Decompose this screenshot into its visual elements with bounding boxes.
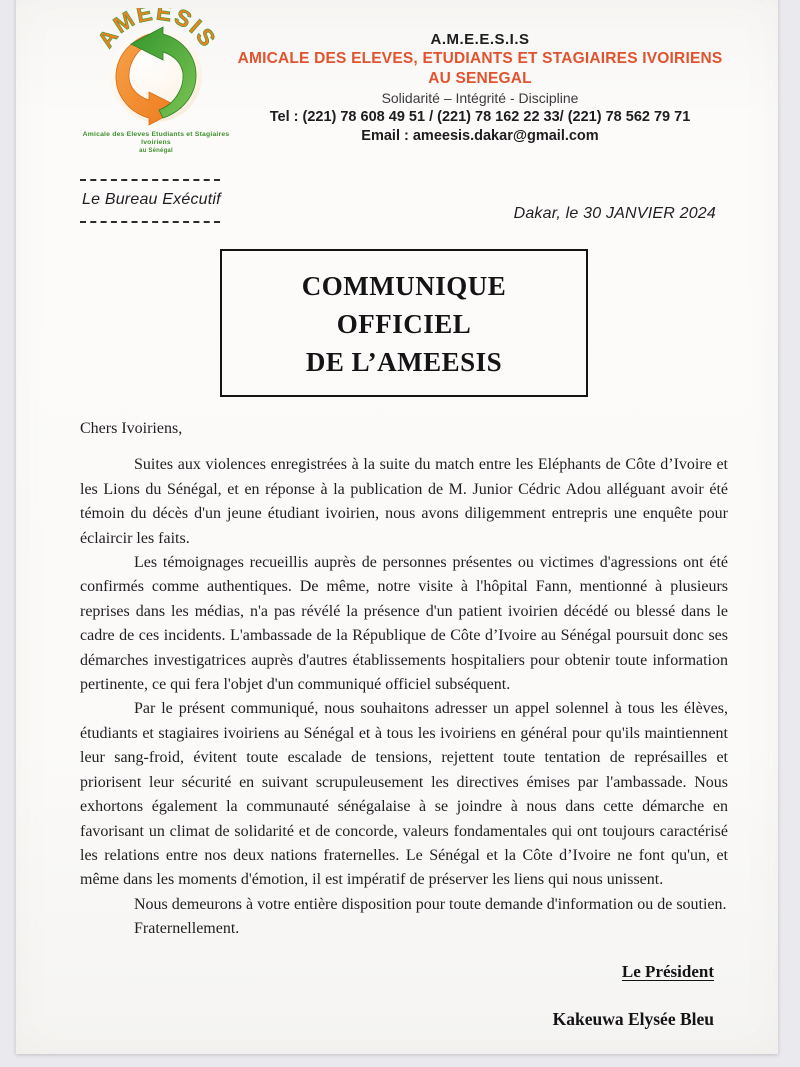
letter-body xyxy=(80,417,728,942)
letterhead-text xyxy=(232,30,728,146)
closing: Fraternellement. xyxy=(134,920,240,938)
org-email: Email : ameesis.dakar@gmail.com xyxy=(361,128,599,144)
meta-row xyxy=(80,179,728,223)
paragraph-1: Suites aux violences enregistrées à la suite du match entre les Eléphants de Côte d’Ivoire et les Lions du Sénégal, et en réponse à la publication de M. Junior Cédric Adou alléguant avoir été témoin du décès d'un jeune étudiant ivoirien, nous avons diligemment entrepris une enquête pour éclaircir les faits. xyxy=(80,456,728,547)
org-name: AMICALE DES ELEVES, ETUDIANTS ET STAGIAIRES IVOIRIENS AU SENEGAL xyxy=(237,50,723,87)
title-line-3: DE L’AMEESIS xyxy=(305,347,503,377)
dashed-divider-bottom xyxy=(80,221,220,223)
title-line-1: COMMUNIQUE xyxy=(301,271,507,301)
letterhead xyxy=(80,8,728,155)
org-acronym: A.M.E.E.S.I.S xyxy=(430,31,530,48)
logo-caption-line1: Amicale des Eleves Etudiants et Stagiaires Ivoiriens xyxy=(82,131,230,146)
paragraph-2: Les témoignages recueillis auprès de personnes présentes ou victimes d'agressions ont été confirmés comme authentiques. De même, notre visite à l'hôpital Fann, mentionné à plusieurs reprises dans les médias, n'a pas révélé la présence d'un patient ivoirien décédé ou blessé dans le cadre de ces incidents. L'ambassade de la République de Côte d’Ivoire au Sénégal poursuit donc ses démarches investigatrices auprès d'autres établissements hospitaliers pour obtenir toute information pertinente, ce qui fera l'objet d'un communiqué officiel subséquent. xyxy=(80,554,728,694)
paragraph-3: Par le présent communiqué, nous souhaitons adresser un appel solennel à tous les élèves, étudiants et stagiaires ivoiriens au Sénégal et à tous les ivoiriens en général pour qu'ils maintiennent leur sang-froid, évitent toute escalade de tensions, rejettent toute tentation de représailles et priorisent leur sécurité en suivant scrupuleusement les directives émises par l'ambassade. Nous exhortons également la communauté sénégalaise à se joindre à nous dans cette démarche en favorisant un climat de solidarité et de concorde, valeurs fondamentales qui ont toujours caractérisé les relations entre nos deux nations fraternelles. Le Sénégal et la Côte d’Ivoire ne font qu'un, et même dans les moments d'émotion, il est impératif de préserver les liens qui nous unissent. xyxy=(80,700,728,889)
org-motto: Solidarité – Intégrité - Discipline xyxy=(381,90,579,106)
sender-name: Le Bureau Exécutif xyxy=(82,191,221,208)
salutation: Chers Ivoiriens, xyxy=(80,420,183,437)
org-phone: Tel : (221) 78 608 49 51 / (221) 78 162 22 33/ (221) 78 562 79 71 xyxy=(269,109,691,125)
logo-arc-text: AMEESIS xyxy=(92,8,222,53)
signature-name: Kakeuwa Elysée Bleu xyxy=(552,1008,714,1029)
logo-caption-line2: au Sénégal xyxy=(139,148,173,154)
sender-block xyxy=(80,179,270,223)
org-logo xyxy=(80,8,232,155)
ameesis-logo-icon xyxy=(87,8,225,128)
letter-page xyxy=(16,0,778,1054)
communique-title-box xyxy=(220,249,588,397)
logo-caption xyxy=(80,131,232,155)
dateline: Dakar, le 30 JANVIER 2024 xyxy=(513,205,716,222)
paragraph-4: Nous demeurons à votre entière disposition pour toute demande d'information ou de soutien. xyxy=(134,895,727,913)
title-line-2: OFFICIEL xyxy=(336,309,472,339)
dashed-divider-top xyxy=(80,179,220,181)
signature-title: Le Président xyxy=(621,961,714,981)
